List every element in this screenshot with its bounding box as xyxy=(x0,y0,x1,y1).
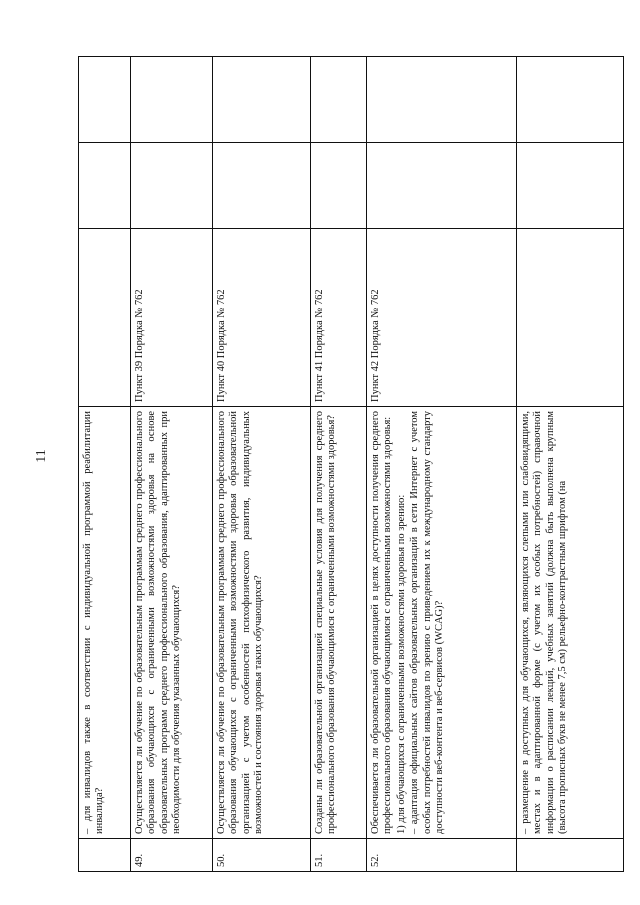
question-text: Созданы ли образовательной организацией специальные условия для получения среднего профессионального образования обучающимися с ограниченными возможностями здоровья? xyxy=(311,407,367,839)
answer-cell-yes xyxy=(213,143,311,229)
row-number: 49. xyxy=(131,839,213,872)
question-paragraph: Обеспечивается ли образовательной организацией в целях доступности получения среднего профессионального образования обучающимися с ограниченными возможностями здоровья: xyxy=(370,411,394,834)
answer-cell-no xyxy=(311,57,367,143)
question-text xyxy=(367,407,517,839)
regulation-reference: Пункт 42 Порядка № 762 xyxy=(367,229,517,407)
answer-cell-no xyxy=(79,57,131,143)
table-row xyxy=(213,57,311,872)
question-text: – для инвалидов также в соответствии с индивидуальной программой реабилитации инвалида? xyxy=(79,407,131,839)
answer-cell-yes xyxy=(131,143,213,229)
table-row xyxy=(367,57,517,872)
table-row xyxy=(311,57,367,872)
row-number: 52. xyxy=(367,839,517,872)
question-text: – размещение в доступных для обучающихся, являющихся слепыми или слабовидящими, местах и в адаптированной форме (с учетом их особых потребностей) справочной информации о расписании лекций, учебных занятий (должна быть выполнена крупным (высота прописных букв не менее 7,5 см) рельефно-контрастным шрифтом (на xyxy=(517,407,624,839)
answer-cell-no xyxy=(367,57,517,143)
table-row xyxy=(131,57,213,872)
row-number: 50. xyxy=(213,839,311,872)
row-number xyxy=(517,839,624,872)
regulation-reference xyxy=(79,229,131,407)
answer-cell-no xyxy=(131,57,213,143)
question-paragraph: – адаптация официальных сайтов образовательных организаций в сети Интернет с учетом особых потребностей инвалидов по зрению с приведением их к международному стандарту доступности веб-контента и веб-сервисов (WCAG)? xyxy=(409,411,445,834)
page-number: 11 xyxy=(34,449,49,463)
question-paragraph: 1) для обучающихся с ограниченными возможностями здоровья по зрению: xyxy=(395,494,407,834)
question-text: Осуществляется ли обучение по образовательным программам среднего профессионального образования обучающихся с ограниченными возможностями здоровья на основе образовательных программ среднего профессионального образования, адаптированных при необходимости для обучения указанных обучающихся? xyxy=(131,407,213,839)
answer-cell-yes xyxy=(311,143,367,229)
regulation-reference: Пункт 40 Порядка № 762 xyxy=(213,229,311,407)
row-number xyxy=(79,839,131,872)
answer-cell-no xyxy=(213,57,311,143)
regulation-reference: Пункт 39 Порядка № 762 xyxy=(131,229,213,407)
table-row xyxy=(79,57,131,872)
row-number: 51. xyxy=(311,839,367,872)
answer-cell-yes xyxy=(367,143,517,229)
table-row xyxy=(517,57,624,872)
answer-cell-yes xyxy=(517,143,624,229)
regulation-reference: Пункт 41 Порядка № 762 xyxy=(311,229,367,407)
checklist-table xyxy=(78,56,624,872)
regulation-reference xyxy=(517,229,624,407)
answer-cell-yes xyxy=(79,143,131,229)
rotated-content xyxy=(78,49,634,877)
question-text: Осуществляется ли обучение по образовательным программам среднего профессионального образования обучающихся с ограниченными возможностями здоровья образовательной организацией с учетом особенностей психофизического развития, индивидуальных возможностей и состояния здоровья таких обучающихся? xyxy=(213,407,311,839)
answer-cell-no xyxy=(517,57,624,143)
